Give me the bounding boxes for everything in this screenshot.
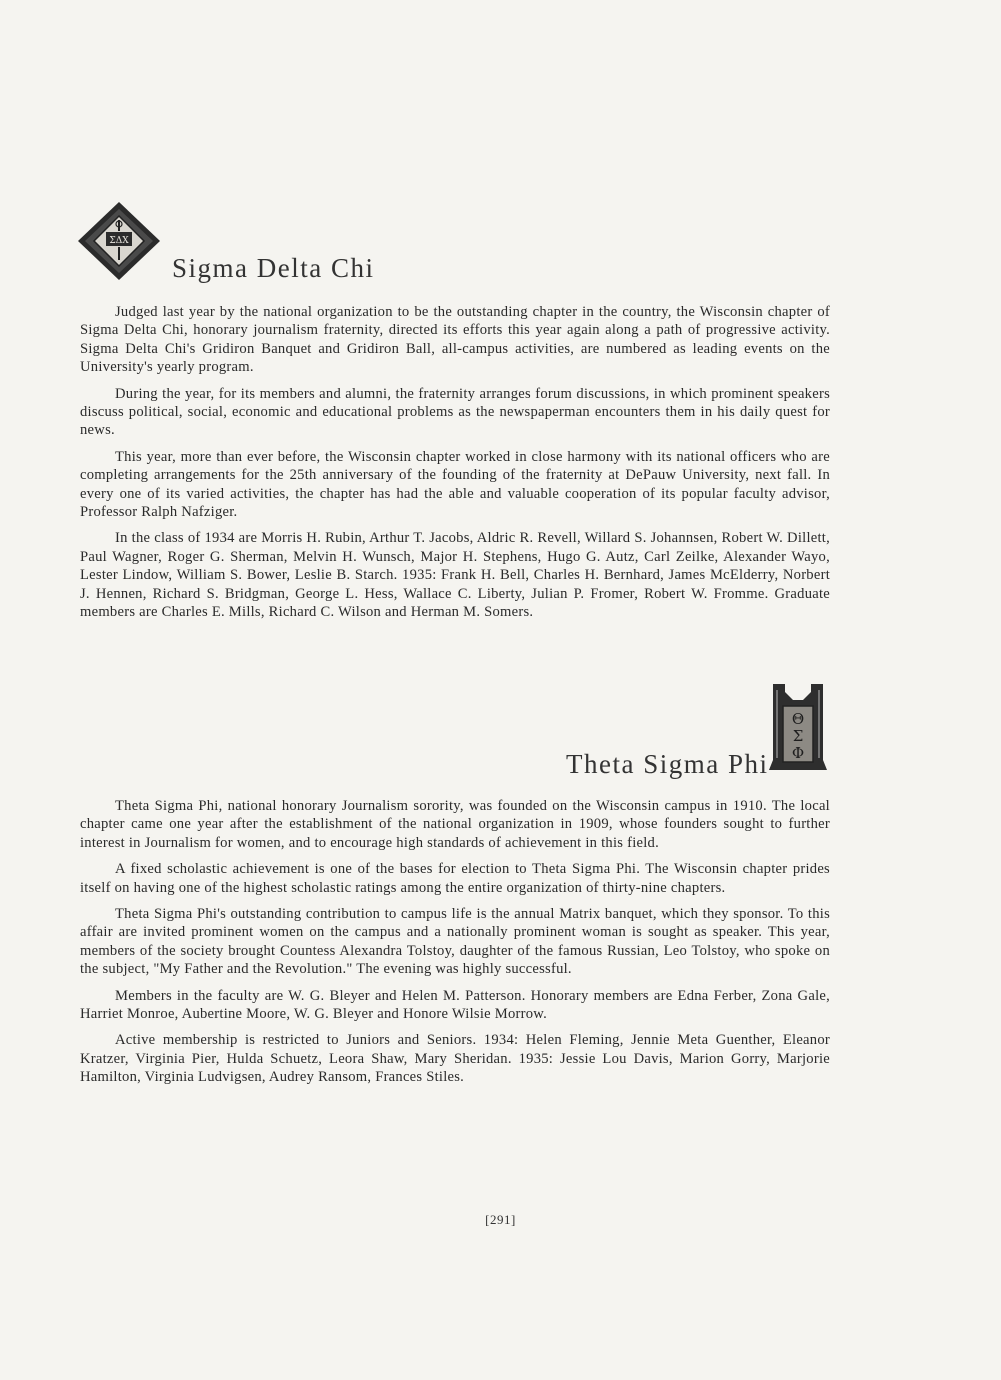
paragraph: During the year, for its members and alumni, the fraternity arranges forum discussions, in which prominent speakers discuss political, social, economic and educational problems as the newspaperman encounters them in his daily quest for news. xyxy=(80,385,830,439)
diamond-crest-icon xyxy=(76,200,162,282)
tsp-emblem-sigma: Σ xyxy=(792,727,804,745)
page-number: [291] xyxy=(485,1212,516,1227)
paragraph: A fixed scholastic achievement is one of the bases for election to Theta Sigma Phi. The Wisconsin chapter prides itself on having one of the highest scholastic ratings among the entire organization of thirty-nine chapters. xyxy=(80,861,830,896)
section-title-sigma-delta-chi: Sigma Delta Chi xyxy=(172,253,375,283)
paragraph: Theta Sigma Phi, national honorary Journalism sorority, was founded on the Wisconsin campus in 1910. The local chapter came one year after the establishment of the national organization in 1909, whose founders sought to further interest in Journalism for women, and to encourage high standards of achievement in this field. xyxy=(80,798,830,851)
sdc-emblem-letters: ΣΔΧ xyxy=(109,236,129,246)
section-title-theta-sigma-phi: Theta Sigma Phi xyxy=(566,749,769,779)
tsp-emblem-phi: Φ xyxy=(791,744,805,762)
paragraph: Judged last year by the national organization to be the outstanding chapter in the country, the Wisconsin chapter of Sigma Delta Chi, honorary journalism fraternity, directed its efforts this year again along a path of progressive activity. Sigma Delta Chi's Gridiron Banquet and Gridiron Ball, all-campus activities, are numbered as leading events on the University's yearly program. xyxy=(80,304,830,376)
paragraph: Theta Sigma Phi's outstanding contribution to campus life is the annual Matrix banquet, which they sponsor. To this affair are invited prominent women on the campus and a nationally prominent woman is sought as speaker. This year, members of the society brought Countess Alexandra Tolstoy, daughter of the famous Russian, Leo Tolstoy, who spoke on the subject, "My Father and the Revolution." The evening was highly successful. xyxy=(80,906,830,978)
section-theta-sigma-phi xyxy=(80,797,830,1095)
paragraph: Active membership is restricted to Juniors and Seniors. 1934: Helen Fleming, Jennie Meta Guenther, Eleanor Kratzer, Virginia Pier, Hulda Schuetz, Leora Shaw, Mary Sheridan. 1935: Jessie Lou Davis, Marion Gorry, Marjorie Hamilton, Virginia Ludvigsen, Audrey Ransom, Frances Stiles. xyxy=(80,1032,830,1086)
paragraph: This year, more than ever before, the Wisconsin chapter worked in close harmony with its national officers who are completing arrangements for the 25th anniversary of the founding of the fraternity at DePauw University, next fall. In every one of its varied activities, the chapter has had the able and valuable cooperation of its popular faculty advisor, Professor Ralph Nafziger. xyxy=(80,448,830,521)
paragraph: Members in the faculty are W. G. Bleyer and Helen M. Patterson. Honorary members are Edna Ferber, Zona Gale, Harriet Monroe, Aubertine Moore, W. G. Bleyer and Honore Wilsie Morrow. xyxy=(80,987,830,1023)
tsp-emblem-theta: Θ xyxy=(791,710,805,728)
paragraph: In the class of 1934 are Morris H. Rubin, Arthur T. Jacobs, Aldric R. Revell, Willard S. Johannsen, Robert W. Dillett, Paul Wagner, Roger G. Sherman, Melvin H. Wunsch, Major H. Stephens, Hugo G. Autz, Carl Zeilke, Alexander Wayo, Lester Lindow, William S. Bower, Leslie B. Starch. 1935: Frank H. Bell, Charles H. Bernhard, James McElderry, Norbert J. Hennen, Richard S. Bridgman, George L. Hess, Wallace C. Liberty, Julian P. Fromer, Robert W. Fromme. Graduate members are Charles E. Mills, Richard C. Wilson and Herman M. Somers. xyxy=(80,530,830,621)
section-sigma-delta-chi xyxy=(80,303,830,630)
matrix-type-icon xyxy=(765,680,831,778)
